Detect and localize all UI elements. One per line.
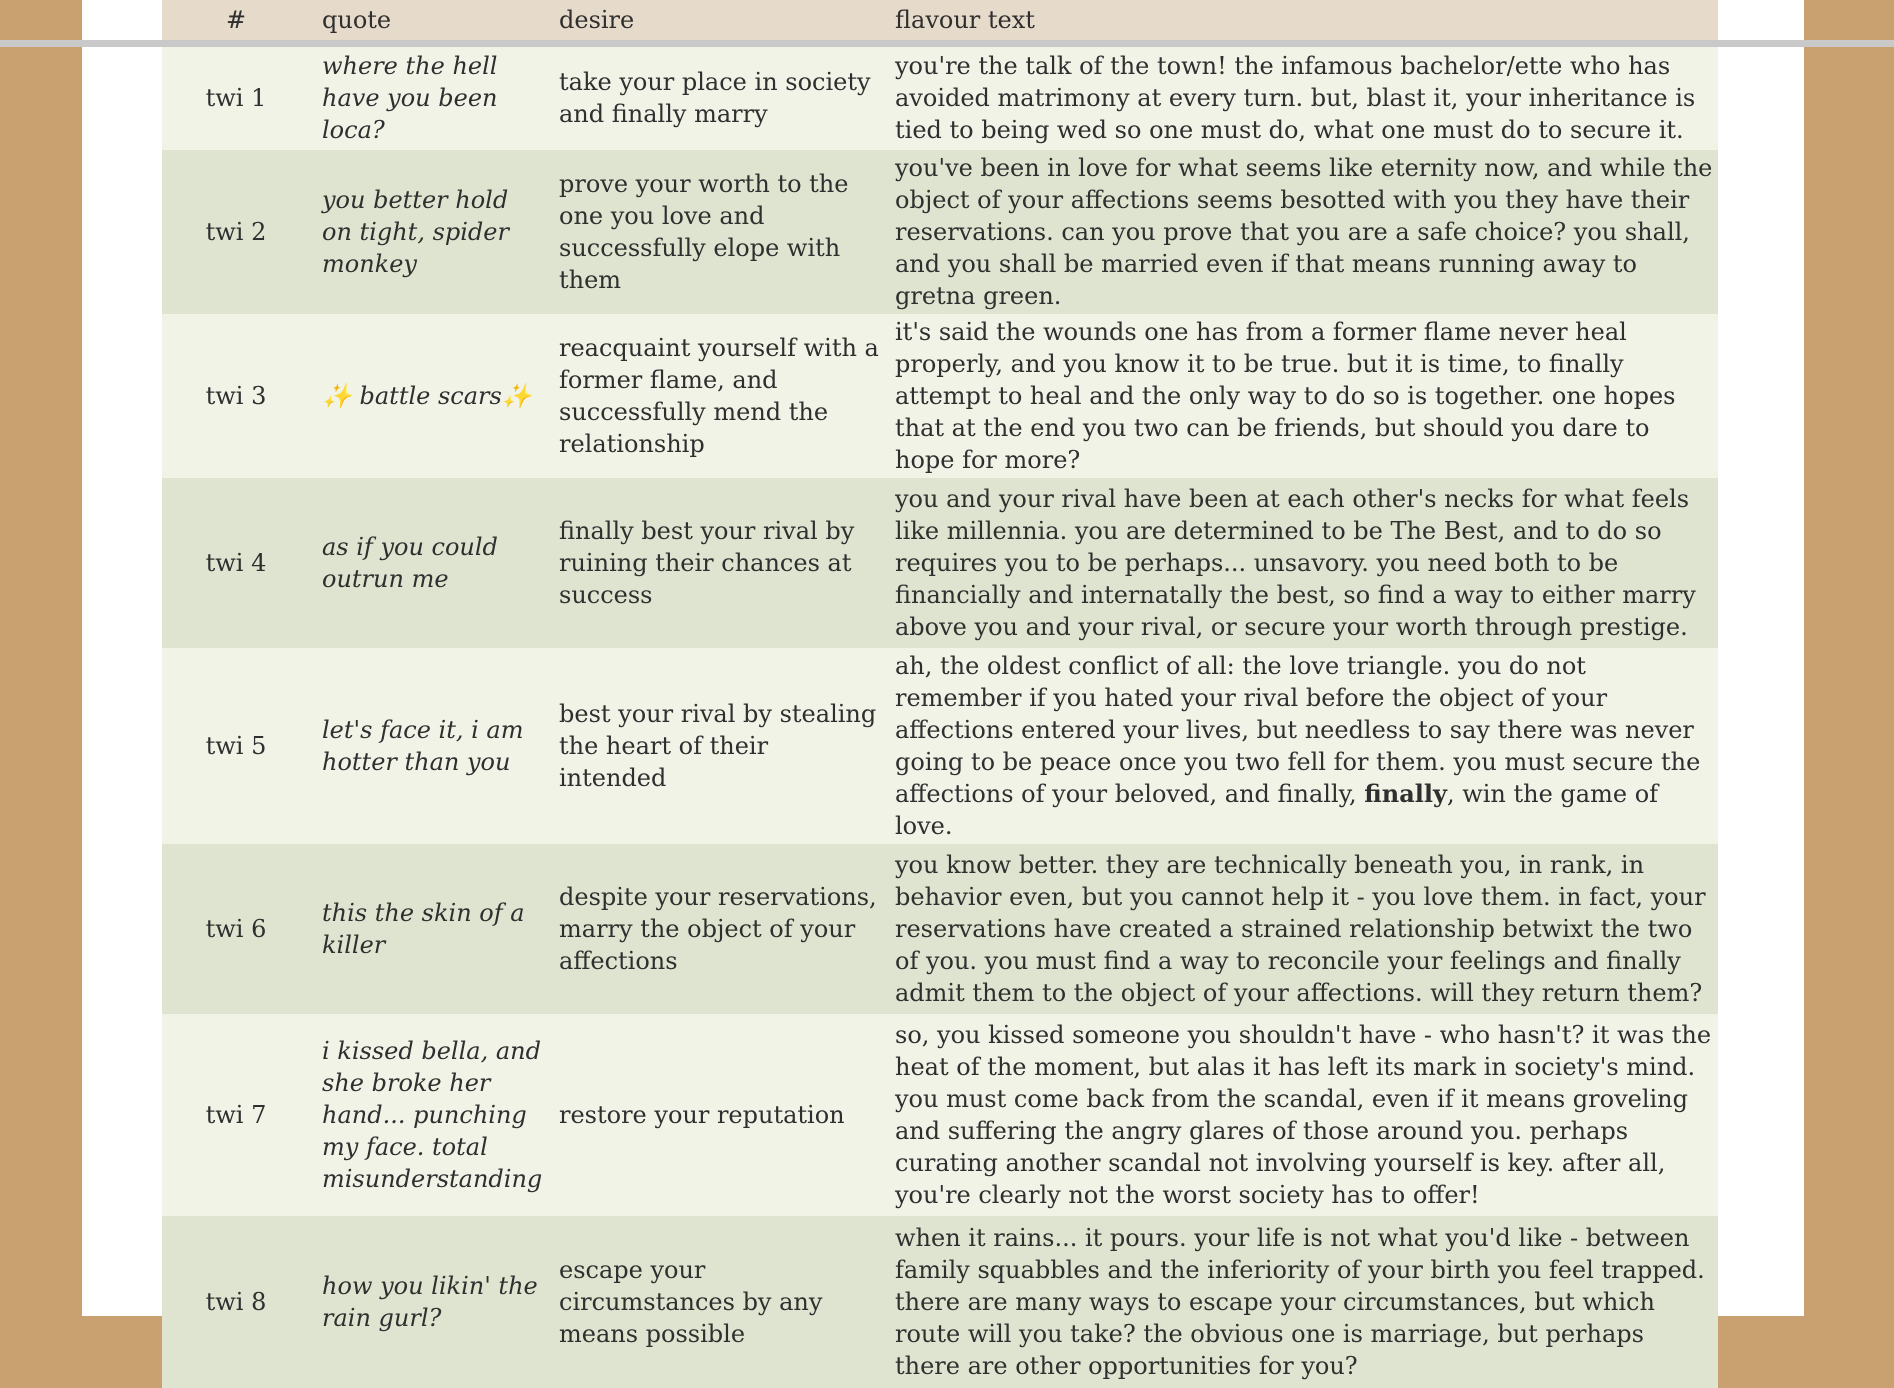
table-container	[162, 0, 1718, 1388]
flavour-text-start: ah, the oldest conflict of all: the love triangle. you do not remember if you hated your rival before the object of your affections entered your lives, but needless to say there was never going to be peace once you two fell for them. you must secure the affections of your beloved, and finally,	[895, 652, 1701, 808]
desire-table	[162, 0, 1718, 1388]
row-flavour: you know better. they are technically beneath you, in rank, in behavior even, but you cannot help it - you love them. in fact, your reservations have created a strained relationship betwixt the two of you. you must find a way to reconcile your feelings and finally admit them to the object of your affections. will they return them?	[895, 851, 1706, 1007]
row-flavour: you and your rival have been at each other's necks for what feels like millennia. you are determined to be The Best, and to do so requires you to be perhaps... unsavory. you need both to be financially and internatally the best, so find a way to either marry above you and your rival, or secure your worth through prestige.	[895, 485, 1696, 641]
row-num: twi 1	[205, 84, 267, 112]
header-flavour: flavour text	[895, 6, 1035, 34]
row-desire: restore your reputation	[559, 1101, 845, 1129]
row-flavour: it's said the wounds one has from a former flame never heal properly, and you know it to be true. but it is time, to finally attempt to heal and the only way to do so is together. one hopes that at the end you two can be friends, but should you dare to hope for more?	[895, 318, 1676, 474]
row-desire: prove your worth to the one you love and successfully elope with them	[559, 170, 849, 294]
table-row	[162, 1216, 1718, 1388]
row-flavour: you're the talk of the town! the infamous bachelor/ette who has avoided matrimony at every turn. but, blast it, your inheritance is tied to being wed so one must do, what one must do to secure it.	[895, 52, 1696, 144]
row-quote: i kissed bella, and she broke her hand... punching my face. total misunderstanding	[322, 1037, 543, 1193]
header-quote: quote	[322, 6, 392, 34]
row-num: twi 7	[205, 1101, 267, 1129]
header-divider	[0, 40, 1894, 47]
table-body	[162, 40, 1718, 1388]
row-desire: escape your circumstances by any means possible	[559, 1256, 823, 1348]
row-quote: how you likin' the rain gurl?	[322, 1272, 538, 1332]
row-desire: reacquaint yourself with a former flame, and successfully mend the relationship	[559, 334, 879, 458]
table-row	[162, 478, 1718, 648]
table-row	[162, 314, 1718, 478]
table-row	[162, 844, 1718, 1014]
flavour-emphasis: finally	[1364, 779, 1447, 808]
header-num: #	[225, 6, 247, 34]
flavour-text-end: , win the game of love.	[895, 780, 1659, 840]
row-desire: despite your reservations, marry the object of your affections	[559, 883, 877, 975]
row-num: twi 3	[205, 382, 267, 410]
row-num: twi 8	[205, 1288, 267, 1316]
header-row	[162, 0, 1718, 40]
row-quote: as if you could outrun me	[322, 533, 498, 593]
row-flavour	[883, 648, 1718, 844]
row-num: twi 4	[205, 549, 267, 577]
table-row	[162, 1014, 1718, 1216]
row-desire: best your rival by stealing the heart of their intended	[559, 700, 877, 792]
row-quote: where the hell have you been loca?	[322, 52, 498, 144]
row-quote: let's face it, i am hotter than you	[322, 716, 524, 776]
row-desire: take your place in society and finally marry	[559, 68, 871, 128]
row-quote: ✨ battle scars✨	[322, 382, 532, 410]
row-quote: you better hold on tight, spider monkey	[322, 186, 509, 278]
table-row	[162, 150, 1718, 314]
row-num: twi 6	[205, 915, 267, 943]
row-num: twi 2	[205, 218, 267, 246]
row-quote: this the skin of a killer	[322, 899, 525, 959]
table-header	[162, 0, 1718, 40]
table-row	[162, 46, 1718, 150]
row-flavour: so, you kissed someone you shouldn't have - who hasn't? it was the heat of the moment, but alas it has left its mark in society's mind. you must come back from the scandal, even if it means groveling and suffering the angry glares of those around you. perhaps curating another scandal not involving yourself is key. after all, you're clearly not the worst society has to offer!	[895, 1021, 1712, 1209]
row-flavour: you've been in love for what seems like eternity now, and while the object of your affections seems besotted with you they have their reservations. can you prove that you are a safe choice? you shall, and you shall be married even if that means running away to gretna green.	[895, 154, 1713, 310]
row-desire: finally best your rival by ruining their chances at success	[559, 517, 855, 609]
header-desire: desire	[559, 6, 635, 34]
row-flavour: when it rains... it pours. your life is not what you'd like - between family squabbles and the inferiority of your birth you feel trapped. there are many ways to escape your circumstances, but which route will you take? the obvious one is marriage, but perhaps there are other opportunities for you?	[895, 1224, 1705, 1380]
table-row	[162, 648, 1718, 844]
row-num: twi 5	[205, 732, 267, 760]
